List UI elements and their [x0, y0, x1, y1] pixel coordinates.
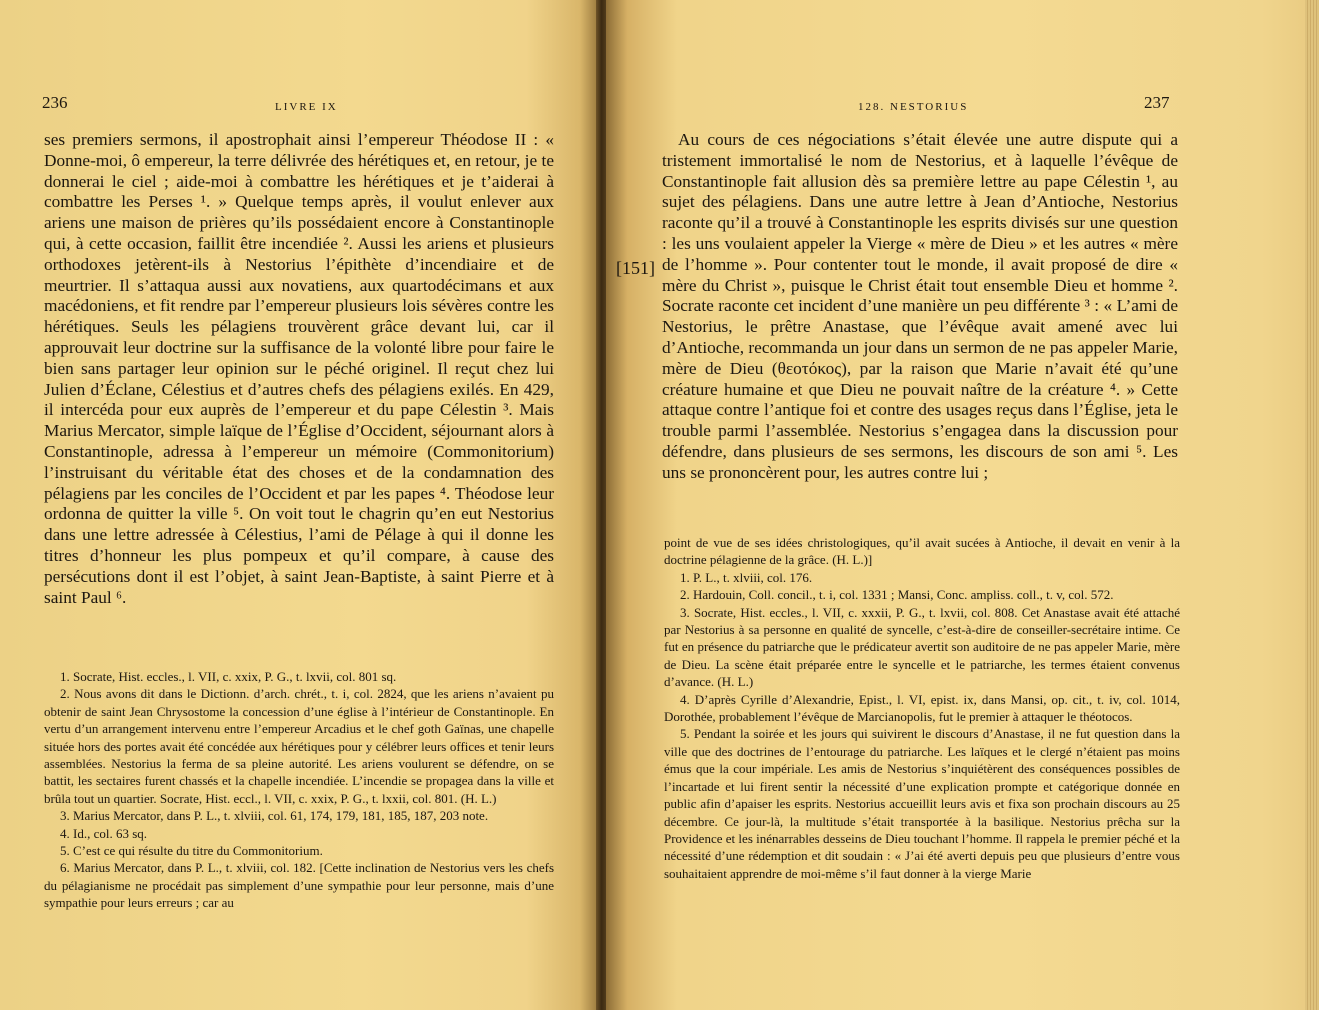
main-text	[44, 130, 554, 608]
footnote: 2. Nous avons dit dans le Dictionn. d’arch. chrét., t. i, col. 2824, que les ariens n’avaient pu obtenir de saint Jean Chrysostome la concession d’une église à l’intérieur de Constantinople. En vertu d’un arrangement intervenu entre l’empereur Arcadius et le chef goth Gaïnas, une chapelle située hors des portes avait été concédée aux hérétiques pour y célébrer leurs offices et tenir leurs assemblées. Nestorius la ferma de sa pleine autorité. Les ariens voulurent se défendre, on se battit, les sectaires furent chassés et la chapelle incendiée. L’incendie se propagea dans la ville et brûla tout un quartier. Socrate, Hist. eccl., l. VII, c. xxix, P. G., t. lxxii, col. 801. (H. L.)	[44, 686, 554, 806]
footnote: 3. Socrate, Hist. eccles., l. VII, c. xxxii, P. G., t. lxvii, col. 808. Cet Anastase avait été attaché par Nestorius à sa personne en qualité de syncelle, c’est-à-dire de conseiller-secrétaire intime. Ce fut en présence du patriarche que le prédicateur avertit son auditoire de ne pas appeler Marie, mère de Dieu. La scène était préparée entre le syncelle et le patriarche, les termes étaient convenus d’avance. (H. L.)	[664, 604, 1180, 690]
footnote: 3. Marius Mercator, dans P. L., t. xlviii, col. 61, 174, 179, 181, 185, 187, 203 note.	[60, 808, 489, 824]
left-page	[0, 0, 598, 1010]
paragraph: ses premiers sermons, il apostrophait ainsi l’empereur Théodose II : « Donne-moi, ô empereur, la terre délivrée des hérétiques et, en retour, je te donnerai le ciel ; aide-moi à combattre les hérétiques et je t’aiderai à combattre les Perses ¹. » Quelque temps après, il voulut enlever aux ariens une maison de prières qu’ils possédaient encore à Constantinople qui, à cette occasion, faillit être incendiée ². Aussi les ariens et plusieurs orthodoxes jetèrent-ils à Nestorius l’épithète d’incendiaire et de meurtrier. Il s’attaqua aussi aux novatiens, aux quartodécimans et aux macédoniens, et fit rendre par l’empereur plusieurs lois sévères contre les hérétiques. Seuls les pélagiens trouvèrent grâce devant lui, car il approuvait leur doctrine sur la suffisance de la volonté libre pour faire le bien sans partager leur opinion sur le péché originel. Il reçut chez lui Julien d’Éclane, Célestius et d’autres chefs des pélagiens exilés. En 429, il intercéda pour eux auprès de l’empereur et du pape Célestin ³. Mais Marius Mercator, simple laïque de l’Église d’Occident, séjournant alors à Constantinople, adressa à l’empereur un mémoire (Commonitorium) l’instruisant du véritable état des choses et de la condamnation des pélagiens par les conciles de l’Occident et par les papes ⁴. Théodose leur ordonna de quitter la ville ⁵. On voit tout le chagrin qu’en eut Nestorius dans une lettre adressée à Célestius, l’ami de Pélage à qui il donne les titres d’honneur les plus pompeux et qu’il compare, à cause des persécutions dont il est l’objet, à saint Jean-Baptiste, à saint Pierre et à saint Paul ⁶.	[44, 130, 554, 607]
footnote: 4. Id., col. 63 sq.	[60, 825, 148, 841]
footnotes	[664, 534, 1180, 882]
main-text	[662, 130, 1178, 484]
footnotes	[44, 668, 554, 912]
footnote: 5. C’est ce qui résulte du titre du Commonitorium.	[60, 843, 323, 859]
right-page	[606, 0, 1319, 1010]
footnote: 4. D’après Cyrille d’Alexandrie, Epist., l. VI, epist. ix, dans Mansi, op. cit., t. iv, col. 1014, Dorothée, probablement l’évêque de Marcianopolis, fut le premier à attaquer le théotocos.	[664, 691, 1180, 725]
footnote-continuation: point de vue de ses idées christologiques, qu’il avait sucées à Antioche, il devait en venir à la doctrine pélagienne de la grâce. (H. L.)]	[664, 535, 1180, 568]
page-number: 237	[1144, 93, 1170, 112]
running-title: 128. NESTORIUS	[858, 101, 969, 113]
footnote: 2. Hardouin, Coll. concil., t. i, col. 1331 ; Mansi, Conc. ampliss. coll., t. v, col. 572.	[680, 587, 1114, 603]
margin-page-marker: [151]	[616, 258, 655, 278]
footnote: 5. Pendant la soirée et les jours qui suivirent le discours d’Anastase, il ne fut question dans la ville que des doctrines de l’entourage du patriarche. Les laïques et le clergé n’étaient pas moins émus que la cour impériale. Les amis de Nestorius s’inquiétèrent des conséquences possibles de l’incartade et lui firent sentir la nécessité d’une explication prompte et catégorique donnée en public afin d’apaiser les esprits. Nestorius accueillit leurs avis et fixa son prochain discours au 25 décembre. Ce jour-là, la multitude s’était transportée à la basilique. Nestorius prêcha sur la Providence et les inénarrables desseins de Dieu touchant l’homme. Il rappela le premier péché et la nécessité d’une rédemption et dit soudain : « J’ai été averti depuis peu que plusieurs d’entre vous souhaitaient apprendre de moi-même s’il faut donner à la vierge Marie	[664, 726, 1180, 881]
running-title: LIVRE IX	[275, 101, 338, 113]
paragraph: Au cours de ces négociations s’était élevée une autre dispute qui a tristement immortalisé le nom de Nestorius, et à laquelle l’évêque de Constantinople fait allusion dès sa première lettre au pape Célestin ¹, au sujet des pélagiens. Dans une autre lettre à Jean d’Antioche, Nestorius raconte qu’il a trouvé à Constantinople les esprits divisés sur une question : les uns voulaient appeler la Vierge « mère de Dieu » et les autres « mère de l’homme ». Pour contenter tout le monde, il avait proposé de dire « mère du Christ », puisque le Christ était tout ensemble Dieu et homme ². Socrate raconte cet incident d’une manière un peu différente ³ : « L’ami de Nestorius, le prêtre Anastase, que l’évêque avait amené avec lui d’Antioche, recommanda un jour dans un sermon de ne pas appeler Marie, mère de Dieu (θεοτόκος), par la raison que Marie n’avait été qu’une créature humaine et que Dieu ne pouvait naître de la créature ⁴. » Cette attaque contre l’antique foi et contre des usages reçus dans l’Église, jeta le trouble parmi l’assemblée. Nestorius s’engagea dans la discussion pour défendre, dans plusieurs de ses sermons, les discours de son ami ⁵. Les uns se prononcèrent pour, les autres contre lui ;	[662, 130, 1178, 482]
page-edge	[1305, 0, 1319, 1010]
footnote: 1. P. L., t. xlviii, col. 176.	[680, 569, 813, 585]
page-number: 236	[42, 93, 68, 112]
footnote: 1. Socrate, Hist. eccles., l. VII, c. xxix, P. G., t. lxvii, col. 801 sq.	[60, 669, 397, 684]
footnote: 6. Marius Mercator, dans P. L., t. xlviii, col. 182. [Cette inclination de Nestorius vers les chefs du pélagianisme ne procédait pas simplement d’une sympathie pour leur personne, mais d’une sympathie pour leurs erreurs ; car au	[44, 860, 554, 911]
